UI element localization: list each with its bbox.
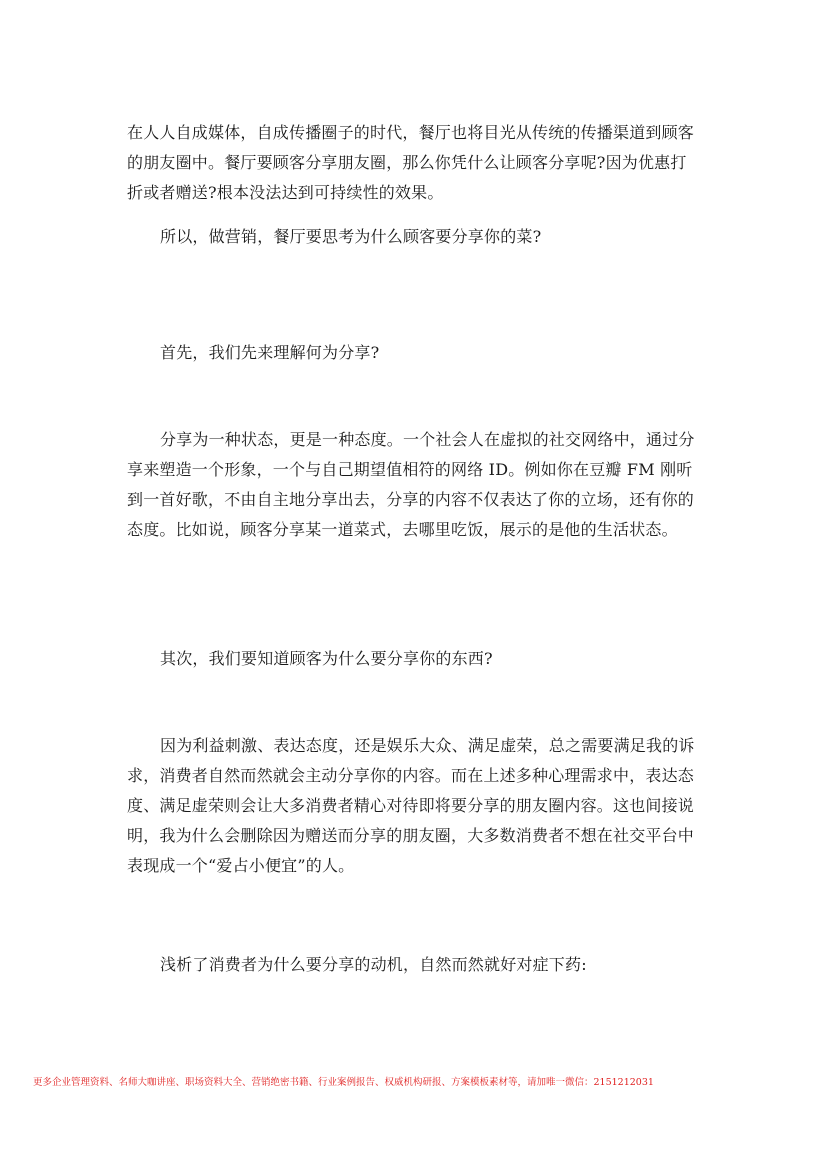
paragraph-conclusion: 浅析了消费者为什么要分享的动机，自然而然就好对症下药: [160, 955, 587, 974]
footer-promo-text: 更多企业管理资料、名师大咖讲座、职场资料大全、营销绝密书籍、行业案例报告、权威机构研报、方案模板素材等，请加唯一微信：2151212031 [33, 1077, 654, 1088]
paragraph-first-understand: 首先，我们先来理解何为分享? [160, 343, 380, 362]
paragraph-share-definition: 分享为一种状态，更是一种态度。一个社会人在虚拟的社交网络中，通过分享来塑造一个形象，一个与自己期望值相符的网络 ID。例如你在豆瓣 FM 刚听到一首好歌，不由自主地分享出去，分享的内容不仅表达了你的立场，还有你的态度。比如说，顾客分享某一道菜式，去哪里吃饭，展示的是他的生活状态。 [127, 430, 695, 539]
paragraph-motivation: 因为利益刺激、表达态度，还是娱乐大众、满足虚荣，总之需要满足我的诉求，消费者自然而然就会主动分享你的内容。而在上述多种心理需求中，表达态度、满足虚荣则会让大多消费者精心对待即将要分享的朋友圈内容。这也间接说明，我为什么会删除因为赠送而分享的朋友圈，大多数消费者不想在社交平台中表现成一个“爱占小便宜”的人。 [127, 736, 695, 875]
paragraph-intro: 在人人自成媒体，自成传播圈子的时代，餐厅也将目光从传统的传播渠道到顾客的朋友圈中。餐厅要顾客分享朋友圈，那么你凭什么让顾客分享呢?因为优惠打折或者赠送?根本没法达到可持续性的效果。 [127, 123, 695, 202]
paragraph-question-share: 所以，做营销，餐厅要思考为什么顾客要分享你的菜? [160, 227, 542, 246]
paragraph-second-why: 其次，我们要知道顾客为什么要分享你的东西? [160, 649, 493, 668]
